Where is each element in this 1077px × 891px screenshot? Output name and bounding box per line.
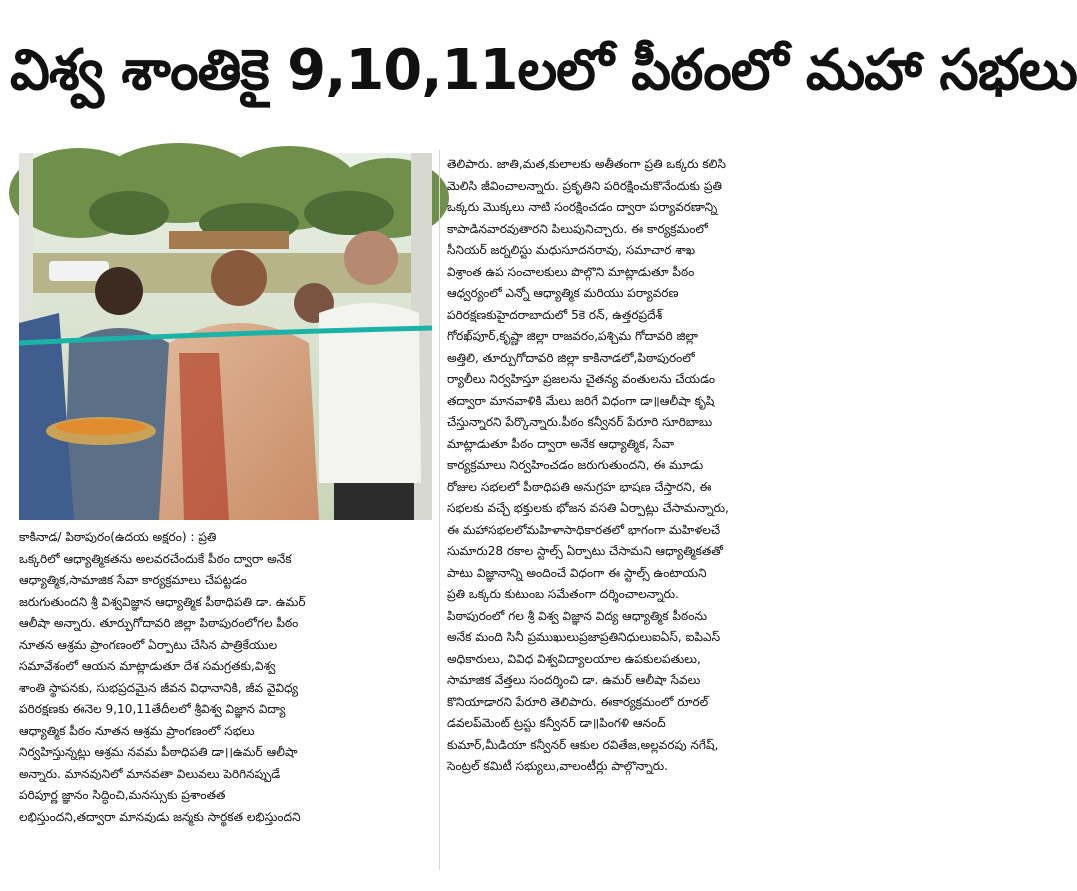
article-line: ఆధ్వర్యంలో ఎన్నో ఆధ్యాత్మిక మరియు పర్యావరణ	[447, 286, 679, 300]
article-line: పరిరక్షణకు ఈనెల 9,10,11తేదీలలో శ్రీవిశ్వ విజ్ఞాన విద్యా	[19, 702, 286, 716]
article-line: సుమారు28 రకాల స్టాల్స్ ఏర్పాటు చేసామని ఆధ్యాత్మికతతో	[447, 544, 724, 558]
article-line: పరిరక్షణకుహైదరాబాదులో 5కె రన్, ఉత్తరప్రదేశ్	[447, 307, 663, 322]
article-line: ఆలీషా అన్నారు. తూర్పుగోదావరి జిల్లా పిఠాపురంలోగల పీఠం	[19, 616, 299, 630]
article-line: కొనియాడారని పేరూరి తెలిపారు. ఈకార్యక్రమంలో రూరల్	[447, 694, 709, 709]
article-line: ఆధ్యాత్మిక పీఠం నూతన ఆశ్రమ ప్రాంగణంలో సభలు	[19, 723, 255, 738]
article-line: శాంతి స్థాపనకు, సుభప్రదమైన జీవన విధానానికి, జీవ వైవిధ్య	[19, 680, 299, 695]
article-line: గోరఖ్‌పూర్,కృష్ణా జిల్లా రాజవరం,పశ్చిమ గోదావరి జిల్లా	[447, 329, 698, 343]
article-body-left-column	[19, 527, 437, 828]
article-line: కాపాడినవారవుతారని పిలుపునిచ్చారు. ఈ కార్యక్రమంలో	[447, 221, 708, 236]
article-line: పిఠాపురంలో గల శ్రీ విశ్వ విజ్ఞాన విద్య ఆధ్యాత్మిక పీఠంను	[447, 608, 708, 623]
article-line: తెలిపారు. జాతి,మత,కులాలకు అతీతంగా ప్రతి ఒక్కరు కలిసి	[447, 157, 726, 171]
article-line: అనేక మంది సినీ ప్రముఖులుప్రజాప్రతినిధులుఐఏస్, ఐపిఎస్	[447, 630, 721, 644]
inauguration-photo	[19, 153, 432, 520]
article-line: సీనియర్ జర్నలిస్టు మధుసూదనరావు, సమాచార శాఖ	[447, 243, 696, 257]
article-line: కుమార్,మీడియా కన్వీనర్ ఆకుల రవితేజ,అల్లవరపు నగేష్,	[447, 737, 719, 752]
article-line: ర్యాలీలు నిర్వహిస్తూ ప్రజలను చైతన్య వంతులను చేయడం	[447, 372, 716, 386]
article-line: లభిస్తుందని,తద్వారా మానవుడు జన్మకు సార్థకత లభిస్తుందని	[19, 809, 301, 824]
article-line: పరిపూర్ణ జ్ఞానం సిద్ధించి,మనస్సుకు ప్రశాంతత	[19, 788, 226, 802]
article-line: జరుగుతుందని శ్రీ విశ్వవిజ్ఞాన ఆధ్యాత్మిక పీఠాధిపతి డా. ఉమర్	[19, 594, 306, 609]
article-body-right-column	[447, 154, 867, 778]
article-line: ప్రతి ఒక్కరు కుటుంబ సమేతంగా దర్శించాలన్నారు.	[447, 587, 679, 601]
article-line: నిర్వహిస్తున్నట్లు ఆశ్రమ నవమ పీఠాధిపతి డా।।ఉమర్ ఆలీషా	[19, 745, 298, 759]
article-line: తద్వారా మానవాళికి మేలు జరిగే విధంగా డా॥ఆలీషా కృషి	[447, 393, 715, 408]
article-line: నూతన ఆశ్రమ ప్రాంగణంలో ఏర్పాటు చేసిన పాత్రికేయుల	[19, 637, 278, 652]
article-line: అధికారులు, వివిధ విశ్వవిద్యాలయాల ఉపకులపతులు,	[447, 651, 701, 666]
article-line: చేస్తున్నారని పేర్కొన్నారు.పీఠం కన్వీనర్ పేరూరి సూరిబాబు	[447, 415, 713, 429]
article-line: మెలిసి జీవించాలన్నారు. ప్రకృతిని పరిరక్షించుకొనేందుకు ప్రతి	[447, 178, 722, 193]
column-divider	[439, 150, 440, 870]
article-line: ఈ మహాసభలలోమహిళాసాధికారతలో భాగంగా మహిళలచే	[447, 522, 721, 537]
article-line: అత్తిలి, తూర్పుగోదావరి జిల్లా కాకినాడలో,పిఠాపురంలో	[447, 350, 695, 365]
headline: విశ్వ శాంతికై 9,10,11లలో పీఠంలో మహా సభలు	[10, 38, 1077, 103]
article-line: అన్నారు. మానవునిలో మానవతా విలువలు పెరిగినప్పుడే	[19, 766, 281, 781]
article-line: ఆధ్యాత్మిక,సామాజిక సేవా కార్యక్రమాలు చేపట్టడం	[19, 573, 247, 587]
article-line: ఒక్కరు మొక్కలు నాటి సంరక్షించడం ద్వారా పర్యావరణాన్ని	[447, 200, 718, 214]
article-line: రోజుల సభలలో పీఠాధిపతి అనుగ్రహ భాషణ చేస్తారని, ఈ	[447, 479, 712, 494]
article-line: ఒక్కరిలో ఆధ్యాత్మికతను అలవరచేందుకే పీఠం ద్వారా అనేక	[19, 551, 292, 566]
article-line: సామాజిక వేత్తలు సందర్శించి డా. ఉమర్ ఆలీషా సేవలు	[447, 673, 701, 687]
article-line: సెంట్రల్ కమిటీ సభ్యులు,వాలంటీర్లు పాల్గొన్నారు.	[447, 759, 668, 773]
article-line: సమావేశంలో ఆయన మాట్లాడుతూ దేశ సమగ్రతకు,విశ్వ	[19, 659, 276, 673]
article-line: మాట్లాడుతూ పీఠం ద్వారా అనేక ఆధ్యాత్మిక, సేవా	[447, 436, 675, 451]
article-line: కాకినాడ/ పిఠాపురం(ఉదయ అక్షరం) : ప్రతి	[19, 530, 217, 544]
article-line: పాటు విజ్ఞానాన్ని అందించే విధంగా ఈ స్టాల్స్ ఉంటాయని	[447, 565, 707, 580]
article-line: విశ్రాంత ఉప సంచాలకులు పొల్గొని మాట్లాడుతూ పీఠం	[447, 264, 695, 279]
article-line: డవలప్‌మెంట్ ట్రస్టు కన్వీనర్ డా॥పింగళి ఆనంద్	[447, 716, 666, 730]
article-line: కార్యక్రమాలు నిర్వహించడం జరుగుతుందని, ఈ మూడు	[447, 458, 704, 472]
article-line: సభలకు వచ్చే భక్తులకు భోజన వసతి ఏర్పాట్లు చేసామన్నారు,	[447, 501, 729, 515]
